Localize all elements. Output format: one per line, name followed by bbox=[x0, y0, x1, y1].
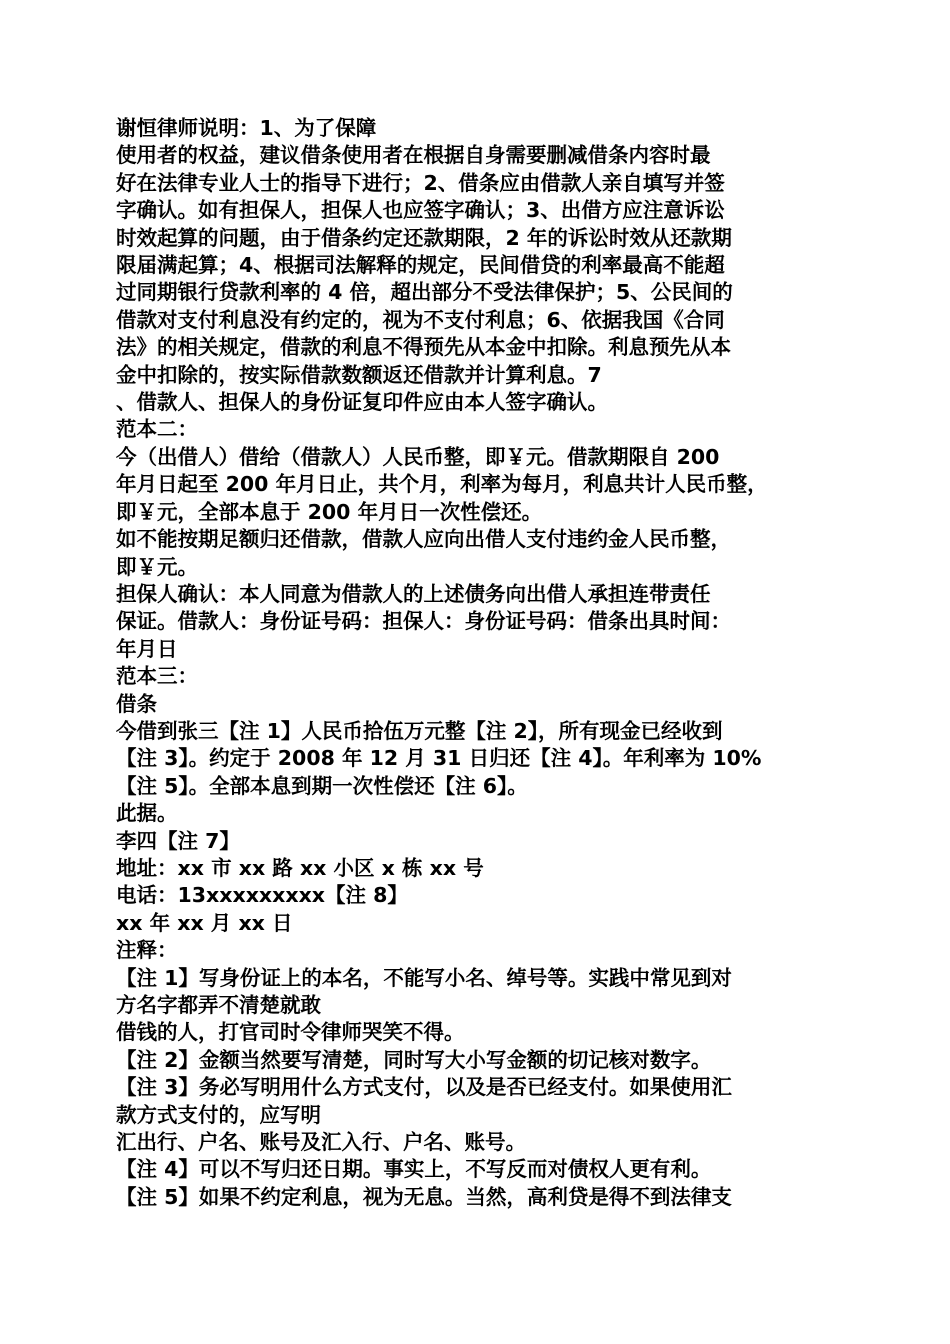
text-line-3: 好在法律专业人士的指导下进行；2、借条应由借款人亲自填写并签 bbox=[116, 170, 725, 195]
signer-name: 李四【注 7】 bbox=[116, 828, 240, 853]
text-line-25: 【注 5】。全部本息到期一次性偿还【注 6】。 bbox=[116, 773, 528, 798]
notes-heading: 注释： bbox=[116, 938, 178, 963]
text-line-37: 款方式支付的，应写明 bbox=[116, 1102, 321, 1127]
section-heading-template-three: 范本三： bbox=[116, 664, 198, 689]
sign-date: xx 年 xx 月 xx 日 bbox=[116, 910, 293, 935]
text-line-10: 金中扣除的，按实际借款数额返还借款并计算利息。7 bbox=[116, 362, 602, 387]
text-line-26: 此据。 bbox=[116, 801, 178, 826]
text-line-35: 【注 2】金额当然要写清楚，同时写大小写金额的切记核对数字。 bbox=[116, 1047, 712, 1072]
text-line-2: 使用者的权益，建议借条使用者在根据自身需要删减借条内容时最 bbox=[116, 143, 711, 168]
text-line-36: 【注 3】务必写明用什么方式支付，以及是否已经支付。如果使用汇 bbox=[116, 1075, 732, 1100]
text-line-19: 保证。借款人：身份证号码：担保人：身份证号码：借条出具时间： bbox=[116, 609, 731, 634]
signer-address: 地址：xx 市 xx 路 xx 小区 x 栋 xx 号 bbox=[116, 855, 484, 880]
text-line-9: 法》的相关规定，借款的利息不得预先从本金中扣除。利息预先从本 bbox=[116, 335, 731, 360]
text-line-14: 年月日起至 200 年月日止，共个月，利率为每月，利息共计人民币整， bbox=[116, 472, 768, 497]
text-line-18: 担保人确认：本人同意为借款人的上述债务向出借人承担连带责任 bbox=[116, 581, 711, 606]
text-line-4: 字确认。如有担保人，担保人也应签字确认；3、出借方应注意诉讼 bbox=[116, 198, 725, 223]
document-body bbox=[116, 115, 850, 1211]
signer-phone: 电话：13xxxxxxxxx【注 8】 bbox=[116, 883, 408, 908]
section-heading-template-two: 范本二： bbox=[116, 417, 198, 442]
text-line-23: 今借到张三【注 1】人民币拾伍万元整【注 2】，所有现金已经收到 bbox=[116, 718, 723, 743]
text-line-33: 方名字都弄不清楚就敢 bbox=[116, 993, 321, 1017]
text-line-5: 时效起算的问题，由于借条约定还款期限，2 年的诉讼时效从还款期 bbox=[116, 225, 732, 250]
text-line-39: 【注 4】可以不写归还日期。事实上，不写反而对债权人更有利。 bbox=[116, 1157, 712, 1182]
text-line-34: 借钱的人，打官司时令律师哭笑不得。 bbox=[116, 1020, 465, 1045]
text-line-6: 限届满起算；4、根据司法解释的规定，民间借贷的利率最高不能超 bbox=[116, 253, 725, 278]
text-line-24: 【注 3】。约定于 2008 年 12 月 31 日归还【注 4】。年利率为 10% bbox=[116, 746, 762, 771]
text-line-7: 过同期银行贷款利率的 4 倍，超出部分不受法律保护；5、公民间的 bbox=[116, 280, 733, 305]
text-line-11: 、借款人、担保人的身份证复印件应由本人签字确认。 bbox=[116, 390, 608, 415]
text-line-13: 今（出借人）借给（借款人）人民币整，即￥元。借款期限自 200 bbox=[116, 444, 720, 469]
text-line-20: 年月日 bbox=[116, 636, 178, 661]
iou-title: 借条 bbox=[116, 691, 157, 716]
text-line-40: 【注 5】如果不约定利息，视为无息。当然，高利贷是得不到法律支 bbox=[116, 1184, 732, 1209]
text-line-8: 借款对支付利息没有约定的，视为不支付利息；6、依据我国《合同 bbox=[116, 307, 725, 332]
text-line-32: 【注 1】写身份证上的本名，不能写小名、绰号等。实践中常见到对 bbox=[116, 965, 732, 990]
text-line-38: 汇出行、户名、账号及汇入行、户名、账号。 bbox=[116, 1130, 526, 1155]
text-line-17: 即￥元。 bbox=[116, 554, 198, 579]
text-line-1: 谢恒律师说明：1、为了保障 bbox=[116, 116, 377, 140]
text-line-15: 即￥元，全部本息于 200 年月日一次性偿还。 bbox=[116, 499, 543, 524]
text-line-16: 如不能按期足额归还借款，借款人应向出借人支付违约金人民币整， bbox=[116, 527, 731, 552]
